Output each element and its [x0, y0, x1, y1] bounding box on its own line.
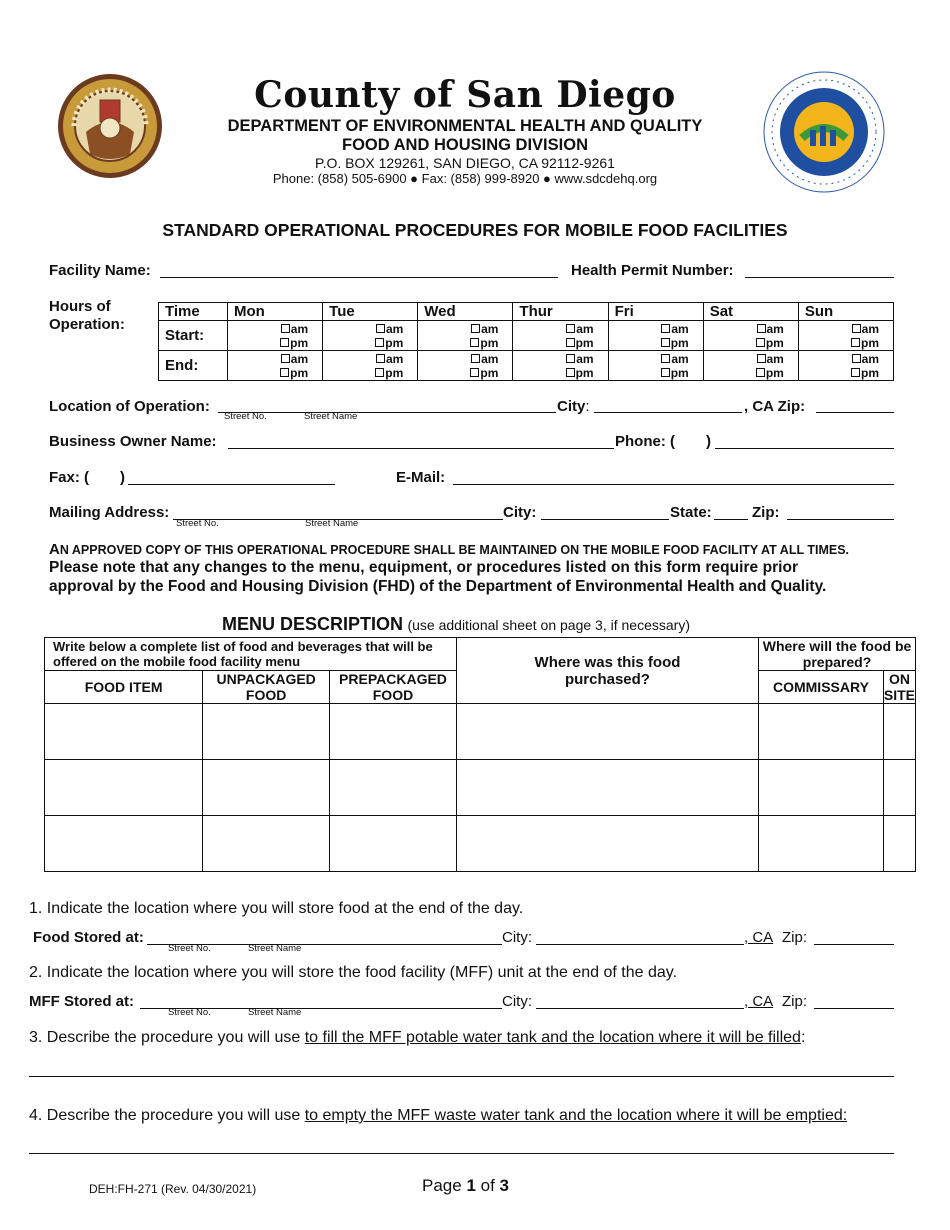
mailing-state-label: State:: [670, 504, 712, 521]
commissary-cell[interactable]: [759, 816, 884, 872]
street-no-hint: Street No.: [224, 411, 267, 422]
start-sun-cell[interactable]: [798, 321, 893, 351]
pm-label: pm: [290, 365, 309, 380]
hours-start-row: [159, 321, 894, 351]
form-title: STANDARD OPERATIONAL PROCEDURES FOR MOBILE FOOD FACILITIES: [162, 220, 788, 240]
am-label: am: [861, 351, 879, 366]
checkbox-icon[interactable]: [375, 338, 384, 347]
am-label: am: [290, 351, 309, 366]
checkbox-icon[interactable]: [280, 338, 289, 347]
mff-stored-ca-label: , CA: [744, 993, 774, 1010]
food-item-cell[interactable]: [45, 816, 203, 872]
phone-close-paren: ): [706, 433, 711, 450]
mailing-address-label: Mailing Address:: [49, 504, 170, 521]
pm-label: pm: [480, 365, 499, 380]
hours-label-line1: Hours of: [49, 298, 111, 315]
health-permit-label: Health Permit Number:: [571, 262, 734, 279]
facility-name-label: Facility Name:: [49, 262, 151, 279]
notice-first-letter: A: [49, 541, 60, 558]
location-city-label: City:: [557, 398, 590, 415]
end-sat-cell[interactable]: [703, 351, 798, 381]
mailing-state-field[interactable]: [714, 519, 748, 520]
food-item-cell[interactable]: [45, 704, 203, 760]
checkbox-icon[interactable]: [566, 338, 575, 347]
unpackaged-cell[interactable]: [203, 704, 330, 760]
notice-line-3: approval by the Food and Housing Division (FHD) of the Department of Environmental Health and Quality.: [49, 578, 827, 595]
division-name: FOOD AND HOUSING DIVISION: [342, 136, 588, 154]
menu-row: [45, 704, 916, 760]
checkbox-icon[interactable]: [566, 354, 575, 363]
department-name: DEPARTMENT OF ENVIRONMENTAL HEALTH AND QUALITY: [227, 117, 703, 135]
am-label: am: [671, 321, 689, 336]
hours-col-sun: Sun: [798, 303, 893, 321]
menu-row: [45, 760, 916, 816]
food-stored-city-label: City:: [502, 929, 532, 946]
mff-stored-city-field[interactable]: [536, 1008, 744, 1009]
pm-label: pm: [480, 335, 499, 350]
on-site-cell[interactable]: [883, 760, 915, 816]
contact-line: Phone: (858) 505-6900 ● Fax: (858) 999-8920 ● www.sdcdehq.org: [272, 171, 658, 186]
unpackaged-cell[interactable]: [203, 760, 330, 816]
purchased-cell[interactable]: [456, 704, 758, 760]
start-mon-cell[interactable]: [228, 321, 323, 351]
am-label: am: [290, 321, 309, 336]
hours-col-fri: Fri: [608, 303, 703, 321]
start-tue-cell[interactable]: [323, 321, 418, 351]
where-purchased-header: Where was this food purchased?: [456, 638, 758, 704]
commissary-cell[interactable]: [759, 760, 884, 816]
county-title: County of San Diego: [254, 74, 676, 116]
question-4: 4. Describe the procedure you will use to empty the MFF waste water tank and the location where it will be emptied:: [29, 1107, 848, 1124]
hours-col-time: Time: [159, 303, 228, 321]
location-zip-field[interactable]: [816, 412, 894, 413]
start-wed-cell[interactable]: [418, 321, 513, 351]
health-permit-field[interactable]: [745, 277, 894, 278]
mailing-city-field[interactable]: [541, 519, 669, 520]
start-sat-cell[interactable]: [703, 321, 798, 351]
question-2: 2. Indicate the location where you will store the food facility (MFF) unit at the end of the day.: [29, 964, 678, 981]
checkbox-icon[interactable]: [757, 324, 766, 333]
checkbox-icon[interactable]: [470, 338, 479, 347]
checkbox-icon[interactable]: [756, 338, 765, 347]
am-label: am: [481, 321, 499, 336]
am-label: am: [766, 351, 784, 366]
end-mon-cell[interactable]: [228, 351, 323, 381]
fax-label: Fax: (: [49, 469, 90, 486]
question-3: 3. Describe the procedure you will use to fill the MFF potable water tank and the location where it will be filled:: [29, 1029, 806, 1046]
food-stored-city-field[interactable]: [536, 944, 744, 945]
facility-name-field[interactable]: [160, 277, 558, 278]
hours-col-tue: Tue: [323, 303, 418, 321]
owner-name-field[interactable]: [228, 448, 614, 449]
checkbox-icon[interactable]: [851, 338, 860, 347]
checkbox-icon[interactable]: [376, 354, 385, 363]
checkbox-icon[interactable]: [376, 324, 385, 333]
start-fri-cell[interactable]: [608, 321, 703, 351]
notice-line-2: Please note that any changes to the menu, equipment, or procedures listed on this form require prior: [49, 559, 799, 576]
page-indicator: Page 1 of 3: [422, 1176, 509, 1195]
street-name-hint: Street Name: [248, 1007, 302, 1018]
commissary-header: COMMISSARY: [759, 671, 884, 704]
location-label: Location of Operation:: [49, 398, 210, 415]
am-label: am: [385, 321, 404, 336]
fax-field[interactable]: [128, 484, 335, 485]
pm-label: pm: [670, 365, 689, 380]
start-thur-cell[interactable]: [513, 321, 608, 351]
prepackaged-header: PREPACKAGED FOOD: [330, 671, 457, 704]
commissary-cell[interactable]: [759, 704, 884, 760]
mff-stored-label: MFF Stored at:: [29, 993, 134, 1010]
checkbox-icon[interactable]: [851, 368, 860, 377]
menu-table: [44, 637, 916, 872]
street-no-hint: Street No.: [176, 518, 219, 529]
pm-label: pm: [575, 365, 594, 380]
mff-stored-city-label: City:: [502, 993, 532, 1010]
menu-title: MENU DESCRIPTION: [222, 614, 404, 634]
start-label: Start:: [159, 321, 228, 351]
menu-title-note: (use additional sheet on page 3, if necessary): [407, 617, 690, 633]
street-no-hint: Street No.: [168, 1007, 211, 1018]
end-sun-cell[interactable]: [798, 351, 893, 381]
deh-logo: [762, 70, 886, 194]
am-label: am: [861, 321, 879, 336]
checkbox-icon[interactable]: [375, 368, 384, 377]
mailing-zip-label: Zip:: [752, 504, 780, 521]
checkbox-icon[interactable]: [661, 354, 670, 363]
checkbox-icon[interactable]: [566, 324, 575, 333]
pm-label: pm: [765, 335, 784, 350]
street-name-hint: Street Name: [304, 411, 358, 422]
pm-label: pm: [385, 335, 404, 350]
food-item-header: FOOD ITEM: [45, 671, 203, 704]
phone-label: Phone: (: [615, 433, 675, 450]
email-field[interactable]: [453, 484, 894, 485]
mff-stored-zip-label: Zip:: [782, 993, 808, 1010]
am-label: am: [576, 351, 594, 366]
end-tue-cell[interactable]: [323, 351, 418, 381]
checkbox-icon[interactable]: [852, 354, 861, 363]
pm-label: pm: [385, 365, 404, 380]
am-label: am: [766, 321, 784, 336]
hours-col-wed: Wed: [418, 303, 513, 321]
prepackaged-cell[interactable]: [330, 816, 457, 872]
street-name-hint: Street Name: [305, 518, 359, 529]
mailing-city-label: City:: [503, 504, 537, 521]
am-label: am: [576, 321, 594, 336]
hours-col-mon: Mon: [228, 303, 323, 321]
question-3-answer-line[interactable]: [29, 1076, 894, 1077]
form-number: DEH:FH-271 (Rev. 04/30/2021): [89, 1182, 257, 1196]
hours-col-sat: Sat: [703, 303, 798, 321]
location-city-field[interactable]: [594, 412, 742, 413]
end-thur-cell[interactable]: [513, 351, 608, 381]
am-label: am: [671, 351, 689, 366]
checkbox-icon[interactable]: [471, 354, 480, 363]
hours-col-thur: Thur: [513, 303, 608, 321]
location-ca-zip-label: , CA Zip:: [744, 398, 806, 415]
on-site-cell[interactable]: [883, 704, 915, 760]
location-street-field[interactable]: [218, 412, 556, 413]
email-label: E-Mail:: [396, 469, 446, 486]
owner-name-label: Business Owner Name:: [49, 433, 217, 450]
pm-label: pm: [575, 335, 594, 350]
am-label: am: [481, 351, 499, 366]
question-4-answer-line[interactable]: [29, 1153, 894, 1154]
checkbox-icon[interactable]: [470, 368, 479, 377]
purchased-cell[interactable]: [456, 816, 758, 872]
prepackaged-cell[interactable]: [330, 704, 457, 760]
question-1: 1. Indicate the location where you will store food at the end of the day.: [29, 900, 524, 917]
menu-heading: [222, 614, 690, 635]
notice-line-1: [49, 541, 849, 558]
checkbox-icon[interactable]: [566, 368, 575, 377]
hours-header-row: [159, 303, 894, 321]
on-site-cell[interactable]: [883, 816, 915, 872]
food-stored-zip-field[interactable]: [814, 944, 894, 945]
checkbox-icon[interactable]: [661, 324, 670, 333]
street-no-hint: Street No.: [168, 943, 211, 954]
prepackaged-cell[interactable]: [330, 760, 457, 816]
mailing-zip-field[interactable]: [787, 519, 894, 520]
checkbox-icon[interactable]: [281, 324, 290, 333]
mff-stored-zip-field[interactable]: [814, 1008, 894, 1009]
am-label: am: [385, 351, 404, 366]
checkbox-icon[interactable]: [852, 324, 861, 333]
hours-table: [158, 302, 894, 381]
pm-label: pm: [290, 335, 309, 350]
food-stored-ca-label: , CA: [744, 929, 774, 946]
end-label: End:: [159, 351, 228, 381]
pm-label: pm: [861, 335, 879, 350]
fax-close-paren: ): [120, 469, 125, 486]
menu-header-row-1: [45, 638, 916, 671]
checkbox-icon[interactable]: [471, 324, 480, 333]
mailing-address-header: P.O. BOX 129261, SAN DIEGO, CA 92112-9261: [315, 155, 615, 171]
checkbox-icon[interactable]: [281, 354, 290, 363]
on-site-header: ON SITE: [883, 671, 915, 703]
write-below-instructions: Write below a complete list of food and beverages that will be offered on the mobile food facility menu: [45, 638, 457, 671]
food-stored-label: Food Stored at:: [33, 929, 144, 946]
food-item-cell[interactable]: [45, 760, 203, 816]
end-fri-cell[interactable]: [608, 351, 703, 381]
purchased-cell[interactable]: [456, 760, 758, 816]
menu-row: [45, 816, 916, 872]
checkbox-icon[interactable]: [661, 338, 670, 347]
pm-label: pm: [861, 365, 879, 380]
pm-label: pm: [765, 365, 784, 380]
notice-caps: N APPROVED COPY OF THIS OPERATIONAL PROCEDURE SHALL BE MAINTAINED ON THE MOBILE FOOD FACILITY AT ALL TIMES.: [59, 543, 850, 557]
unpackaged-cell[interactable]: [203, 816, 330, 872]
hours-end-row: [159, 351, 894, 381]
unpackaged-header: UNPACKAGED FOOD: [203, 671, 330, 704]
food-stored-zip-label: Zip:: [782, 929, 808, 946]
pm-label: pm: [670, 335, 689, 350]
checkbox-icon[interactable]: [756, 368, 765, 377]
street-name-hint: Street Name: [248, 943, 302, 954]
checkbox-icon[interactable]: [661, 368, 670, 377]
end-wed-cell[interactable]: [418, 351, 513, 381]
checkbox-icon[interactable]: [757, 354, 766, 363]
phone-field[interactable]: [715, 448, 894, 449]
where-prepared-header: Where will the food be prepared?: [759, 638, 916, 671]
checkbox-icon[interactable]: [280, 368, 289, 377]
hours-label-line2: Operation:: [49, 316, 125, 333]
